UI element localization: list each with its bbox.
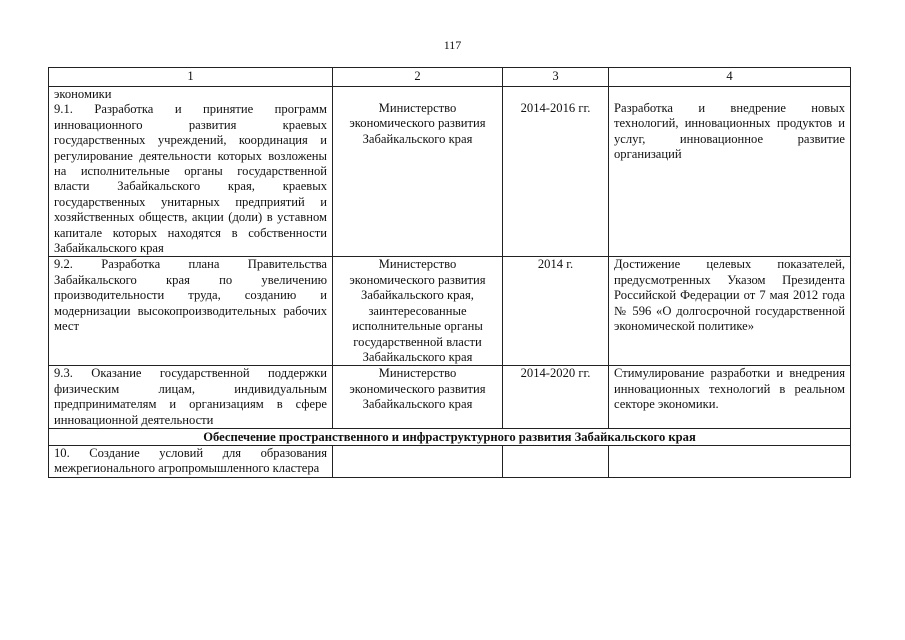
measure-cell: 10. Создание условий для образования межрегионального агропромышленного кластера xyxy=(49,445,333,477)
measure-cell: 9.2. Разработка плана Правительства Забайкальского края по увеличению производительности труда, созданию и модернизации высокопроизводительных рабочих мест xyxy=(49,257,333,366)
executor-cell xyxy=(333,87,503,257)
period-cell xyxy=(503,445,609,477)
measure-text: 9.1. Разработка и принятие программ инновационного развития краевых государственных учреждений, координация и регулирование деятельности которых возложены на исполнительные органы государственной власти Забайкальского края, краевых государственных унитарных предприятий и хозяйственных обществ, акции (доли) в уставном капитале которых находятся в собственности Забайкальского края xyxy=(54,102,327,256)
executor-cell: Министерство экономического развития Забайкальского края, заинтересованные исполнительные органы государственной власти Забайкальского края xyxy=(333,257,503,366)
executor-text: Министерство экономического развития Забайкальского края xyxy=(349,101,486,146)
column-header-2: 2 xyxy=(333,68,503,87)
column-header-1: 1 xyxy=(49,68,333,87)
table-row xyxy=(49,366,851,429)
result-cell: Достижение целевых показателей, предусмотренных Указом Президента Российской Федерации от 7 мая 2012 года № 596 «О долгосрочной государственной экономической политике» xyxy=(609,257,851,366)
table-header-row xyxy=(49,68,851,87)
period-cell: 2014-2020 гг. xyxy=(503,366,609,429)
result-cell xyxy=(609,87,851,257)
measures-table xyxy=(48,67,851,478)
measure-cell: 9.3. Оказание государственной поддержки физическим лицам, индивидуальным предпринимателям и организациям в сфере инновационной деятельности xyxy=(49,366,333,429)
period-text: 2014-2016 гг. xyxy=(520,101,591,115)
result-cell: Стимулирование разработки и внедрения инновационных технологий в реальном секторе экономики. xyxy=(609,366,851,429)
measure-cell xyxy=(49,87,333,257)
result-text: Разработка и внедрение новых технологий, инновационных продуктов и услуг, инновационное развитие организаций xyxy=(614,101,845,162)
section-title: Обеспечение пространственного и инфраструктурного развития Забайкальского края xyxy=(49,428,851,445)
period-cell xyxy=(503,87,609,257)
table-row xyxy=(49,257,851,366)
table-row xyxy=(49,445,851,477)
result-cell xyxy=(609,445,851,477)
table-row xyxy=(49,87,851,257)
column-header-4: 4 xyxy=(609,68,851,87)
executor-cell xyxy=(333,445,503,477)
column-header-3: 3 xyxy=(503,68,609,87)
executor-cell: Министерство экономического развития Забайкальского края xyxy=(333,366,503,429)
continuation-text: экономики xyxy=(54,87,112,101)
period-cell: 2014 г. xyxy=(503,257,609,366)
page-number: 117 xyxy=(443,38,462,52)
section-header-row xyxy=(49,428,851,445)
